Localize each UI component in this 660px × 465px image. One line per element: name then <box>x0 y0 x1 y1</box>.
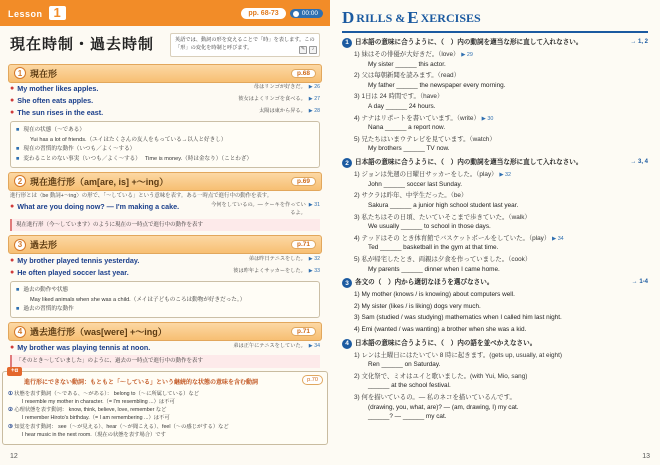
grammar-row <box>16 145 314 153</box>
drills-title <box>330 0 660 30</box>
list-item <box>354 170 648 189</box>
tip-line-marker: ② <box>8 407 13 414</box>
example-en: What are you doing now? — I'm making a cake. <box>17 202 180 212</box>
section-2-subnote: 進行形とは〈be 動詞+～ing〉の形で、「～している」という意味を表す。ある一時点で進行中の動作を表す。 <box>10 192 273 199</box>
section-4 <box>8 322 322 367</box>
audio-track[interactable]: ▶ 32 <box>309 256 320 264</box>
list-item <box>354 255 648 274</box>
list-item <box>354 372 648 391</box>
question-4-head <box>342 339 648 349</box>
example-ja: 今何をしているの。— ケーキを作っているよ。 <box>211 202 306 216</box>
grammar-text: 過去の動作や状態 <box>23 287 69 294</box>
section-3-header <box>8 235 322 254</box>
item-en: My father ______ the newspaper every morning. <box>368 81 506 89</box>
tip-line <box>8 406 322 414</box>
section-4-page: p.71 <box>291 327 316 336</box>
list-item <box>354 191 648 210</box>
dot-icon: ■ <box>16 155 20 162</box>
list-item <box>354 325 648 335</box>
lesson-tab <box>8 6 66 20</box>
header-right <box>241 8 330 19</box>
tip-line-marker: ① <box>8 390 13 397</box>
question-4 <box>342 339 648 422</box>
question-3-tag: → 1-4 <box>631 279 648 286</box>
section-3-page: p.71 <box>291 240 316 249</box>
tip-line-text: I hear music in the next room.（現在の状態を表す場合）です <box>22 431 166 438</box>
section-2-header <box>8 172 322 191</box>
list-item <box>354 213 648 232</box>
question-2-text: 日本語の意味に合うように、（ ）内の動詞を適当な形に直して入れなさい。 <box>355 159 583 167</box>
list-item <box>354 351 648 370</box>
example-en: The sun rises in the east. <box>17 107 104 117</box>
section-4-title: 過去進行形（was[were] +～ing） <box>30 327 167 338</box>
item-ja: 1) ジョンは先週の日曜日サッカーをした。（play） <box>354 171 498 179</box>
list-item <box>354 50 648 69</box>
grammar-row <box>16 126 314 134</box>
question-1 <box>342 38 648 154</box>
example-en: My brother played tennis yesterday. <box>17 255 140 265</box>
item-en: Sakura ______ a junior high school student last year. <box>368 201 519 209</box>
tip-badge: +α <box>7 367 22 376</box>
example-line <box>10 256 320 266</box>
audio-track[interactable]: ▶ 34 <box>552 236 564 242</box>
question-1-number: 1 <box>342 38 352 48</box>
section-3-grammar <box>10 281 320 318</box>
bullet-icon: ● <box>10 108 15 116</box>
grammar-text: 過去の習慣的な動作 <box>23 306 74 312</box>
tip-title: 進行形にできない動詞：もともと「～している」という継続的な状態の意味を含む動詞 <box>24 379 259 386</box>
tip-line <box>22 414 322 422</box>
example-en: My mother likes apples. <box>17 84 99 94</box>
lesson-number: 1 <box>49 6 67 20</box>
bullet-icon: ● <box>10 256 15 264</box>
example-ja: 彼女はよくリンゴを食べる。 <box>238 96 306 103</box>
example-en: She often eats apples. <box>17 96 94 106</box>
tip-line <box>22 431 322 439</box>
item-ja: 5) 兄たちはいまウテレビを見ています。（watch） <box>354 135 496 143</box>
example-ja: 弟は昨日テニスをした。 <box>248 255 306 262</box>
list-item <box>354 313 648 323</box>
item-en: 3) Sam (studied / was studying) mathematics when I called him last night. <box>354 314 562 322</box>
grammar-text: 現在の習慣的な動作（いつも／よく～する） <box>23 146 136 153</box>
item-en: 2) My sister (likes / is liking) dogs very much. <box>354 302 481 310</box>
tip-line <box>8 390 322 398</box>
example-line <box>10 202 320 217</box>
question-1-text: 日本語の意味に合うように、（ ）内の動詞を適当な形に直して入れなさい。 <box>355 39 583 46</box>
audio-track[interactable]: ▶ 26 <box>309 84 320 92</box>
grammar-text: May liked animals when she was a child.（メイは子どものころは動物が好きだった。） <box>30 296 246 303</box>
section-1 <box>8 64 322 168</box>
audio-track[interactable]: ▶ 33 <box>309 268 320 276</box>
topic-bar <box>0 26 330 60</box>
section-3-title: 過去形 <box>30 240 58 251</box>
section-4-note: 「そのとき～していました」のように、過去の一時点で進行中の動作を表す <box>10 355 320 367</box>
item-en-answer: ______? — ______ my cat. <box>368 413 447 421</box>
audio-chip[interactable]: 00:00 <box>290 9 323 18</box>
lesson-label: Lesson <box>8 9 43 19</box>
item-ja: 2) サクラは昨年、中学生だった。（be） <box>354 192 468 200</box>
list-item <box>354 92 648 111</box>
right-page <box>330 0 660 465</box>
audio-track[interactable]: ▶ 31 <box>309 202 320 210</box>
item-en: Nana ______ a report now. <box>368 124 446 132</box>
question-1-head <box>342 38 648 48</box>
grammar-row <box>16 305 314 313</box>
grammar-text: Yui has a lot of friends.（ユイはたくさんの友人をもっている→以人と好きし） <box>30 136 227 143</box>
list-item <box>354 114 648 133</box>
tip-line-marker: ③ <box>8 423 13 430</box>
section-4-header <box>8 322 322 341</box>
dot-icon: ■ <box>16 127 20 134</box>
item-en: Ted ______ basketball in the gym at that time. <box>368 244 499 252</box>
drills-title-d: D <box>342 8 355 27</box>
question-1-tag: → 1, 2 <box>630 39 648 45</box>
section-3-number: 3 <box>14 239 26 251</box>
example-line <box>10 343 320 353</box>
section-2-note: 現在進行形（今～しています）のように現在の一時点で進行中の動作を表す <box>10 219 320 231</box>
example-ja: 太陽は東から昇る。 <box>259 107 306 114</box>
question-3-head <box>342 278 648 288</box>
speaker-icon: ♪ <box>309 46 317 54</box>
question-2 <box>342 158 648 274</box>
audio-track[interactable]: ▶ 27 <box>309 96 320 104</box>
grammar-row <box>16 155 314 163</box>
item-ja: 5) 私が帰宅したとき、両親は夕食を作っていました。（cook） <box>354 255 532 263</box>
tip-line-text: 心理状態を表す動詞： know, think, believe, love, remember など <box>14 407 167 414</box>
note-icons <box>299 46 317 54</box>
item-ja: 4) テッドはその とき体育館でバスケットボールをしていた。（play） <box>354 234 551 242</box>
list-item <box>354 302 648 312</box>
grammar-text-sub: Time is money.（時は金なり）（ことわざ） <box>144 155 253 162</box>
grammar-row <box>16 286 314 294</box>
example-en: He often played soccer last year. <box>17 267 129 277</box>
section-1-grammar <box>10 121 320 168</box>
audio-track[interactable]: ▶ 30 <box>482 116 494 122</box>
example-ja: 母はリンゴが好きだ。 <box>253 84 306 91</box>
item-en: 1) My mother (knows / is knowing) about computers well. <box>354 291 515 299</box>
item-ja: 4) ナナはリポートを書いています。（write） <box>354 114 480 122</box>
list-item <box>354 71 648 90</box>
list-item <box>354 234 648 253</box>
question-2-head <box>342 158 648 168</box>
question-3-text: 各文の（ ）内から適切なほうを選びなさい。 <box>355 279 494 287</box>
grammar-row <box>30 136 314 144</box>
dot-icon: ■ <box>16 287 20 294</box>
question-4-number: 4 <box>342 339 352 349</box>
bullet-icon: ● <box>10 97 15 105</box>
example-en: My brother was playing tennis at noon. <box>17 342 151 352</box>
tip-line <box>22 398 322 406</box>
tip-line-text: I resemble my mother in character.（= I'm resembling ...）は不可 <box>22 399 175 406</box>
item-en: Ren ______ on Saturday. <box>368 361 441 369</box>
bullet-icon: ● <box>10 268 15 276</box>
section-1-page: p.68 <box>291 69 316 78</box>
item-en: ______ at the school festival. <box>368 382 451 390</box>
section-1-title: 現在形 <box>30 68 58 79</box>
item-en: We usually ______ to school in those days. <box>368 223 491 231</box>
item-ja: 1) 妹はその俳優が大好きだ。（love） <box>354 51 460 58</box>
section-3 <box>8 235 322 318</box>
item-en: A day ______ 24 hours. <box>368 103 436 111</box>
item-en: My parents ______ dinner when I came home. <box>368 265 500 273</box>
grammar-text: 現在の状態（～である） <box>23 127 85 134</box>
item-en: John ______ soccer last Sunday. <box>368 180 463 188</box>
section-2-title: 現在進行形（am[are, is] +～ing） <box>30 176 169 187</box>
grammar-row <box>30 296 314 304</box>
item-ja: 1) レンは土曜日にはたいてい 8 時に起きます。(gets up, usually, at eight) <box>354 351 563 359</box>
bullet-icon: ● <box>10 203 15 211</box>
item-ja: 2) 文化祭で、ミオはユイと歌いました。(with Yui, Mio, sang) <box>354 372 528 380</box>
example-ja: 彼は昨年よくサッカーをした。 <box>233 267 306 274</box>
audio-track[interactable]: ▶ 28 <box>309 108 320 116</box>
lesson-header <box>0 0 330 26</box>
bookmark-icon: ✎ <box>300 45 306 52</box>
question-4-text: 日本語の意味に合うように、（ ）内の語を並べかえなさい。 <box>355 339 537 347</box>
tip-line <box>8 423 322 431</box>
item-ja: 3) 何を描いているの。— 私のネコを描いているんです。 <box>354 394 516 402</box>
question-2-tag: → 3, 4 <box>630 159 648 166</box>
dot-icon: ■ <box>16 306 20 312</box>
list-item <box>354 290 648 300</box>
drills-title-xercises: XERCISES <box>420 10 481 25</box>
grammar-text: 変わることのない事実（いつも／よく～する） <box>23 155 141 162</box>
topic-note-text: 英語では、動詞の形を変えることで「時」を表します。この「形」の変化を時制と呼びます。 <box>175 37 315 51</box>
tip-line-text: I remember Hiroto's birthday.（= I am remembering ...）は不可 <box>22 415 170 422</box>
example-line <box>10 268 320 278</box>
section-4-number: 4 <box>14 326 26 338</box>
page-range-chip: pp. 68-73 <box>241 8 285 19</box>
question-2-number: 2 <box>342 158 352 168</box>
tip-page: p.70 <box>302 375 323 386</box>
item-ja: 3) 1日は 24 時間です。（have） <box>354 93 444 101</box>
item-ja: 2) 父は毎朝新聞を読みます。（read） <box>354 72 461 80</box>
item-en: My brothers ______ TV now. <box>368 145 450 153</box>
example-ja: 弟は正午にテニスをしていた。 <box>233 342 306 349</box>
drills-title-rills: RILLS & <box>356 10 406 25</box>
audio-track[interactable]: ▶ 32 <box>499 172 511 178</box>
dot-icon: ■ <box>16 146 20 153</box>
audio-track[interactable]: ▶ 29 <box>461 52 473 58</box>
audio-track[interactable]: ▶ 34 <box>309 343 320 351</box>
tip-line-text: 状態を表す動詞（～である、～がある）： belong to（～に所属している）など <box>14 390 200 397</box>
example-line <box>10 108 320 118</box>
section-2 <box>8 172 322 231</box>
bullet-icon: ● <box>10 343 15 351</box>
list-item <box>354 393 648 422</box>
tip-line-text: 知覚を表す動詞： see（～が見える）、hear（～が聞こえる）、feel（～の感じがする）など <box>14 423 229 430</box>
page-number-right: 13 <box>642 453 650 460</box>
question-3-number: 3 <box>342 278 352 288</box>
tip-box <box>2 367 328 446</box>
topic-note <box>170 33 320 57</box>
item-en: My sister ______ this actor. <box>368 60 446 68</box>
section-1-number: 1 <box>14 67 26 79</box>
page-number-left: 12 <box>10 453 18 460</box>
drills-divider <box>342 31 648 33</box>
example-line <box>10 96 320 106</box>
item-en: 4) Emi (wanted / was wanting) a brother when she was a kid. <box>354 326 527 334</box>
section-2-page: p.69 <box>291 177 316 186</box>
bullet-icon: ● <box>10 85 15 93</box>
item-ja: 3) 私たちはその日頃、たいていそこまで歩きていた。（walk） <box>354 213 531 221</box>
list-item <box>354 135 648 154</box>
page-title: 現在時制・過去時制 <box>10 36 155 53</box>
item-en: (drawing, you, what, are)? — (am, drawing, I) my cat. <box>368 403 519 411</box>
section-2-number: 2 <box>14 175 26 187</box>
drills-title-e: E <box>407 8 419 27</box>
example-line <box>10 84 320 94</box>
question-3 <box>342 278 648 334</box>
section-1-header <box>8 64 322 83</box>
